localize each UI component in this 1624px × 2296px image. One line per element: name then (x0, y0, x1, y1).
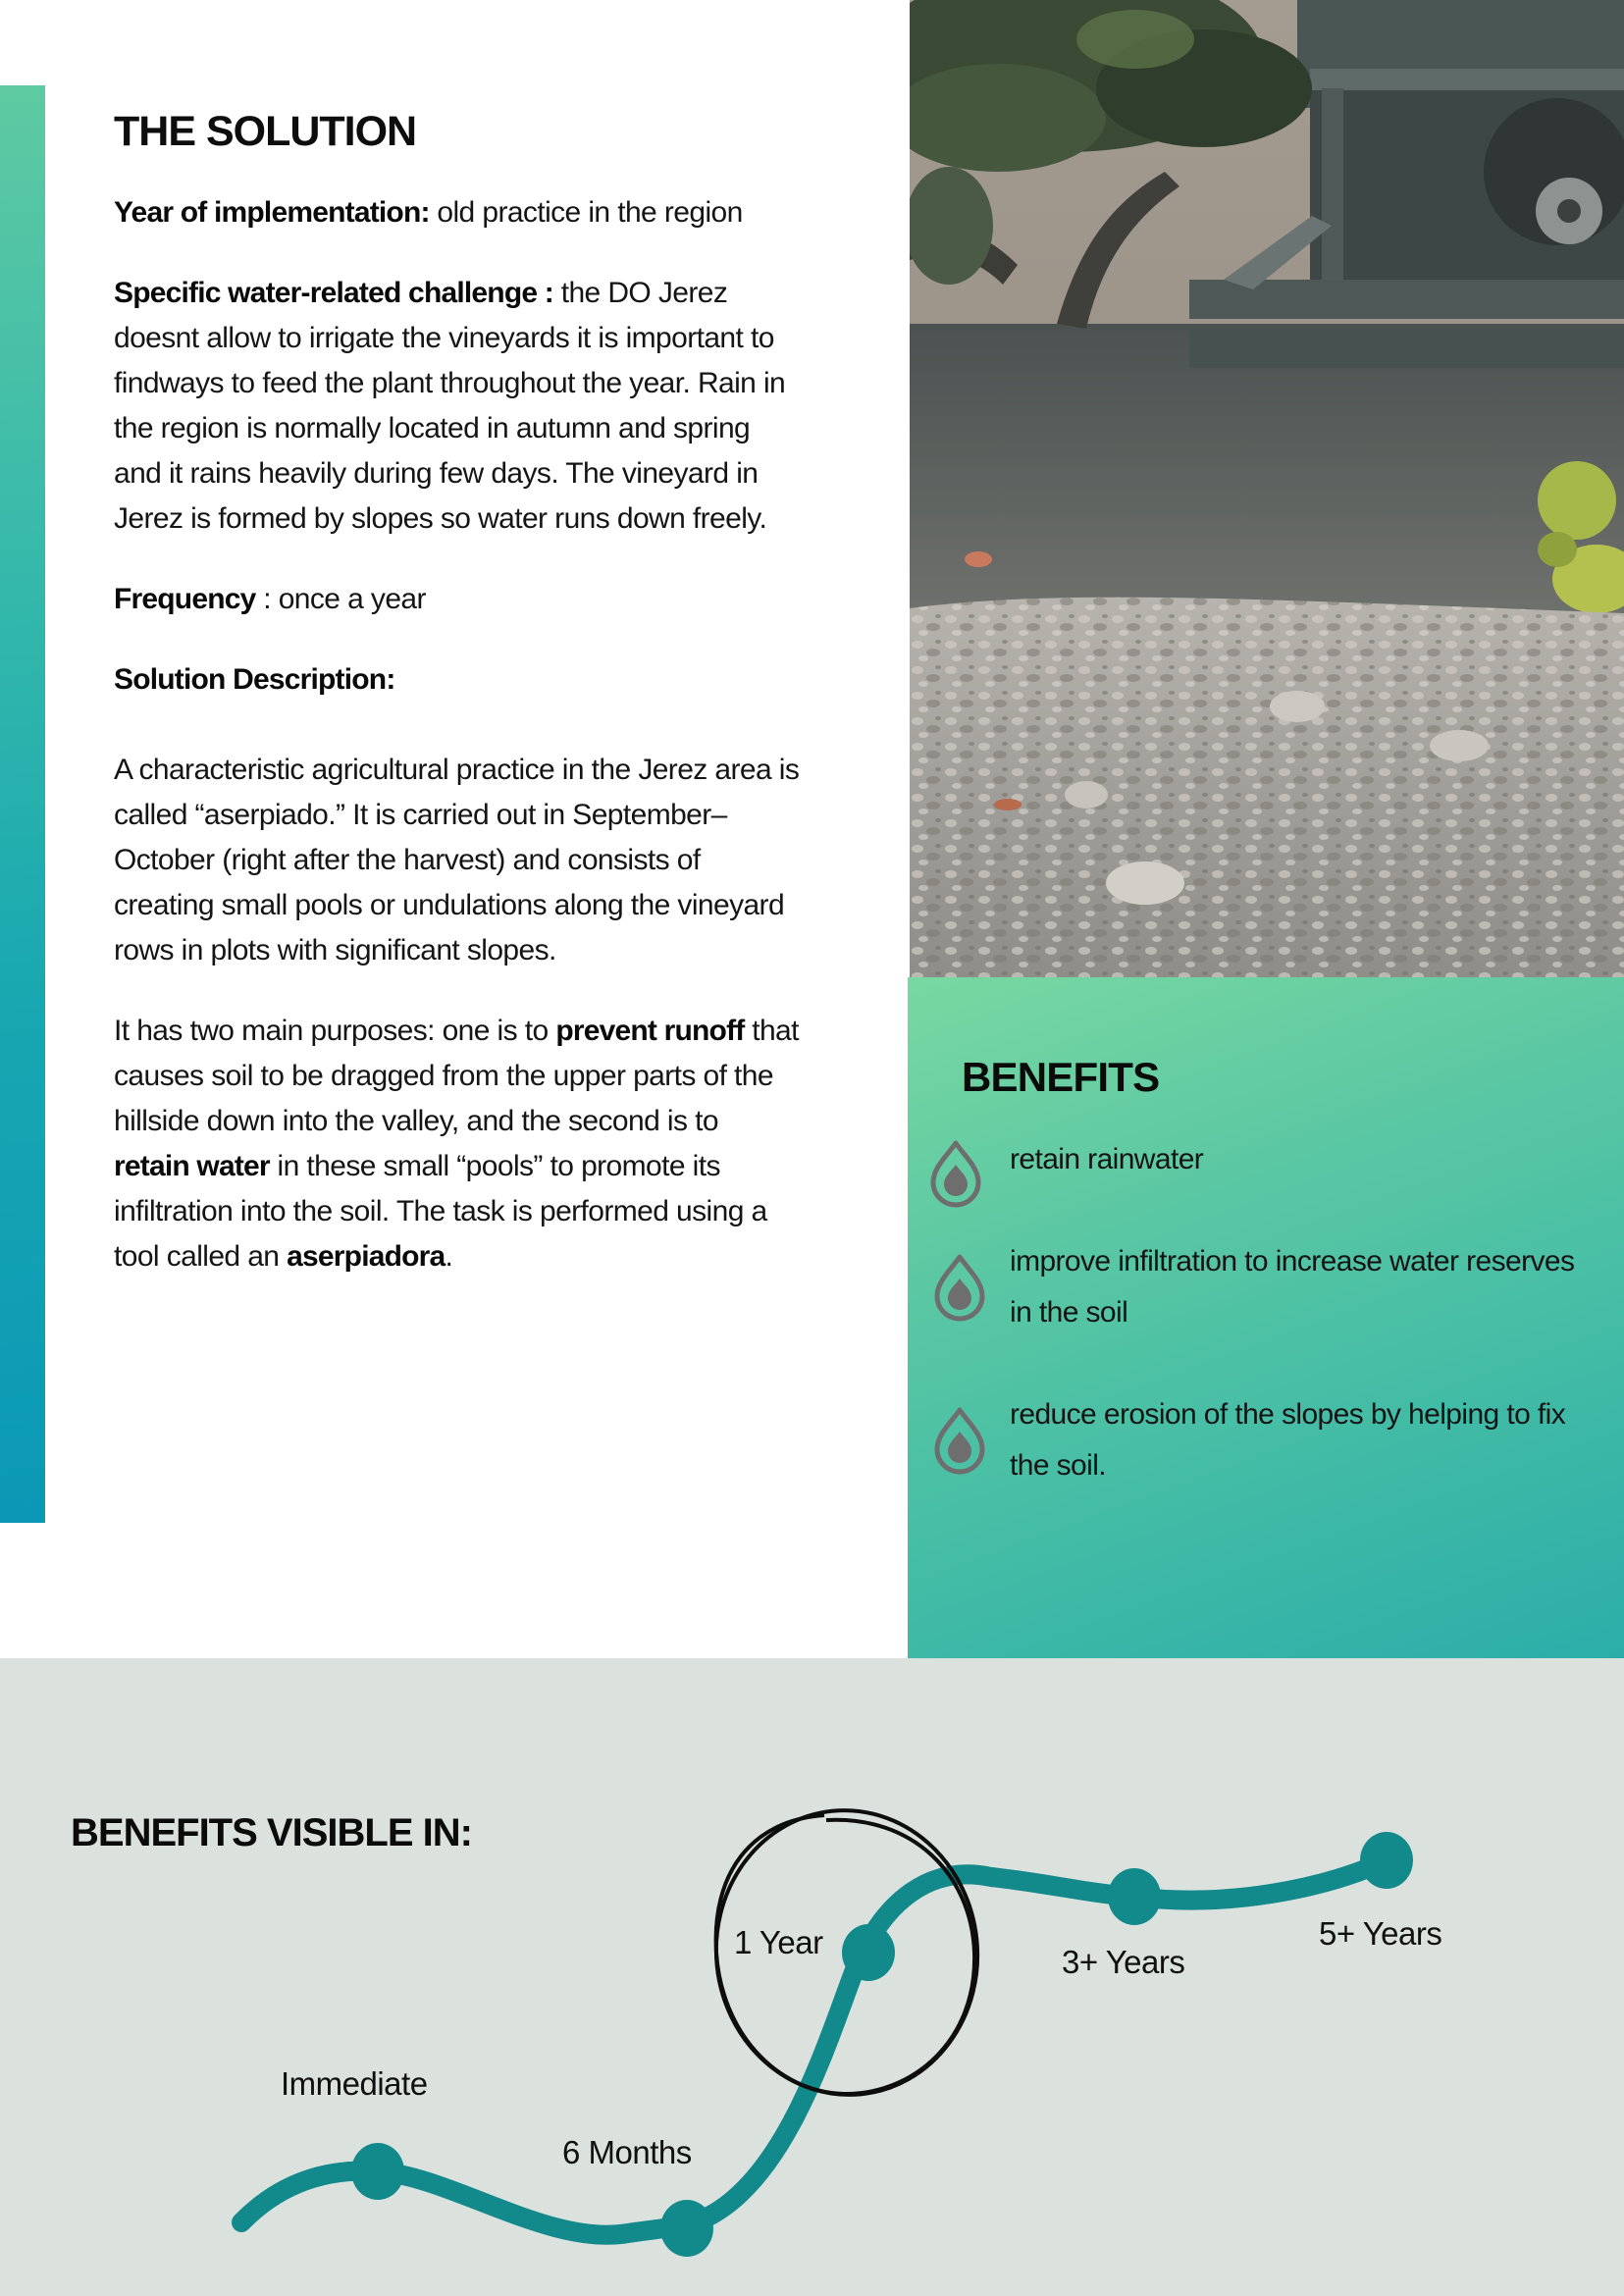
frequency (114, 577, 801, 622)
milestone-label-3-years: 3+ Years (1062, 1944, 1185, 1980)
milestone-label-5-years: 5+ Years (1319, 1915, 1442, 1952)
milestone-dot (842, 1924, 895, 1981)
p2-bold-aserpiadora: aserpiadora (287, 1240, 445, 1273)
p2-text-4: . (445, 1240, 453, 1273)
milestone-dot (1360, 1832, 1413, 1889)
year-value: old practice in the region (429, 196, 743, 229)
description-heading (114, 657, 801, 703)
benefits-panel (908, 977, 1624, 1658)
milestone-label-immediate: Immediate (281, 2065, 428, 2102)
p2-bold-retain-water: retain water (114, 1150, 270, 1182)
photo-illustration (910, 0, 1624, 977)
milestone-label-6-months: 6 Months (562, 2134, 692, 2170)
timeline-section (0, 1658, 1624, 2296)
milestone-dot (660, 2200, 713, 2257)
year-label: Year of implementation: (114, 196, 430, 229)
frequency-label: Frequency (114, 583, 256, 615)
benefits-title: BENEFITS (962, 1054, 1160, 1100)
accent-bar (0, 85, 45, 1523)
water-drop-icon (927, 1138, 984, 1209)
benefit-text: improve infiltration to increase water reserves in the soil (1010, 1245, 1575, 1329)
challenge-value: the DO Jerez doesnt allow to irrigate the vineyards it is important to findways to feed the plant throughout the year. Rain in the region is normally located in autumn and spring and it rains heavily during few days. The vineyard in Jerez is formed by slopes so water runs down freely. (114, 277, 786, 535)
milestone-dot (1108, 1868, 1161, 1925)
water-drop-icon (931, 1252, 988, 1323)
description-paragraph-1: A characteristic agricultural practice in the Jerez area is called “aserpiado.” It is carried out in September–October (right after the harvest) and consists of creating small pools or undulations along the vineyard rows in plots with significant slopes. (114, 754, 800, 966)
p2-text-1: It has two main purposes: one is to (114, 1015, 556, 1047)
water-challenge (114, 271, 801, 542)
timeline-diagram (0, 1658, 1624, 2296)
milestone-dot (351, 2143, 404, 2200)
description-paragraph-2 (114, 1009, 801, 1279)
milestone-label-1-year: 1 Year (734, 1924, 823, 1960)
timeline-path (241, 1860, 1387, 2235)
benefit-text: reduce erosion of the slopes by helping to fix the soil. (1010, 1398, 1566, 1482)
p2-text-2: that causes soil to be dragged from the upper parts of the hillside down into the valley, and the second is to (114, 1015, 799, 1137)
water-drop-icon (931, 1405, 988, 1476)
benefit-text: retain rainwater (1010, 1143, 1204, 1175)
p2-bold-prevent-runoff: prevent runoff (555, 1015, 745, 1047)
year-of-implementation (114, 190, 801, 235)
timeline-title: BENEFITS VISIBLE IN: (71, 1811, 472, 1854)
solution-section (114, 106, 801, 1279)
description-label: Solution Description: (114, 663, 395, 696)
frequency-value: : once a year (255, 583, 426, 615)
p2-text-3: in these small “pools” to promote its infiltration into the soil. The task is performed using a tool called an (114, 1150, 767, 1273)
solution-title: THE SOLUTION (114, 108, 417, 155)
vineyard-photo (910, 0, 1624, 977)
challenge-label: Specific water-related challenge : (114, 277, 553, 309)
